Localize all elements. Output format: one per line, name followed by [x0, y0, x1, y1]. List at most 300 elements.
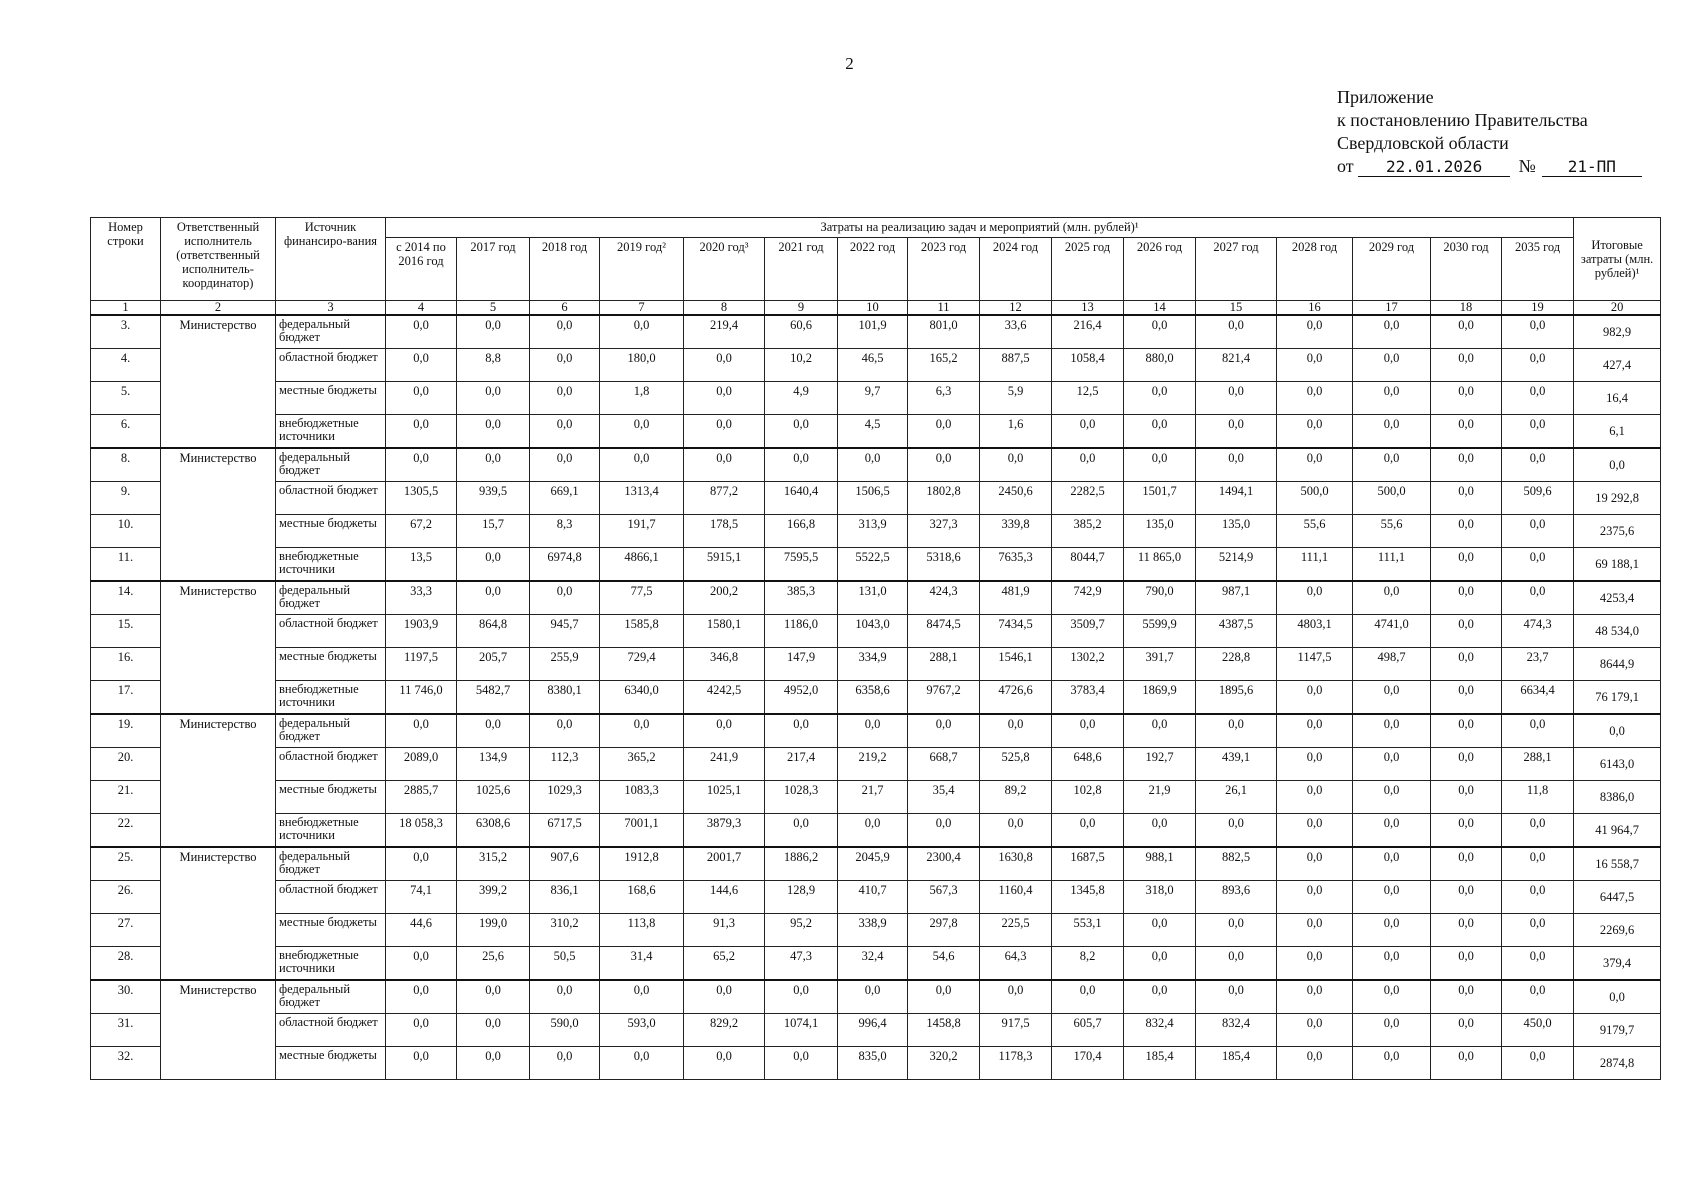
value-cell: 1186,0 [765, 615, 838, 648]
value-cell: 0,0 [1124, 448, 1196, 482]
row-number-cell: 28. [91, 947, 161, 981]
value-cell: 1029,3 [530, 781, 600, 814]
value-cell: 180,0 [600, 349, 684, 382]
value-cell: 1506,5 [838, 482, 908, 515]
value-cell: 228,8 [1196, 648, 1277, 681]
value-cell: 590,0 [530, 1014, 600, 1047]
header-year: 2021 год [765, 238, 838, 301]
value-cell: 170,4 [1052, 1047, 1124, 1080]
value-cell: 5214,9 [1196, 548, 1277, 582]
value-cell: 0,0 [1502, 548, 1574, 582]
value-cell: 44,6 [386, 914, 457, 947]
value-cell: 0,0 [765, 1047, 838, 1080]
value-cell: 102,8 [1052, 781, 1124, 814]
value-cell: 0,0 [1353, 814, 1431, 848]
value-cell: 0,0 [908, 980, 980, 1014]
value-cell: 829,2 [684, 1014, 765, 1047]
executor-cell: Министерство [161, 847, 276, 980]
value-cell: 46,5 [838, 349, 908, 382]
value-cell: 219,2 [838, 748, 908, 781]
value-cell: 0,0 [1277, 1047, 1353, 1080]
value-cell: 0,0 [684, 349, 765, 382]
value-cell: 668,7 [908, 748, 980, 781]
value-cell: 0,0 [1277, 415, 1353, 449]
value-cell: 3509,7 [1052, 615, 1124, 648]
value-cell: 55,6 [1277, 515, 1353, 548]
value-cell: 0,0 [1502, 914, 1574, 947]
value-cell: 4726,6 [980, 681, 1052, 715]
value-cell: 0,0 [1353, 1014, 1431, 1047]
value-cell: 0,0 [1277, 581, 1353, 615]
source-cell: внебюджетные источники [276, 548, 386, 582]
appendix-date-line [1337, 155, 1642, 178]
header-source: Источник финансиро-вания [276, 218, 386, 301]
value-cell: 790,0 [1124, 581, 1196, 615]
value-cell: 313,9 [838, 515, 908, 548]
executor-cell: Министерство [161, 714, 276, 847]
value-cell: 2885,7 [386, 781, 457, 814]
value-cell: 1074,1 [765, 1014, 838, 1047]
table-row [91, 448, 1661, 482]
source-cell: местные бюджеты [276, 515, 386, 548]
value-cell: 939,5 [457, 482, 530, 515]
column-number: 13 [1052, 301, 1124, 316]
value-cell: 26,1 [1196, 781, 1277, 814]
value-cell: 0,0 [457, 980, 530, 1014]
column-number: 18 [1431, 301, 1502, 316]
value-cell: 200,2 [684, 581, 765, 615]
value-cell: 0,0 [1052, 980, 1124, 1014]
total-cell: 0,0 [1574, 714, 1661, 748]
header-row-number: Номер строки [91, 218, 161, 301]
value-cell: 9767,2 [908, 681, 980, 715]
value-cell: 450,0 [1502, 1014, 1574, 1047]
total-cell: 0,0 [1574, 448, 1661, 482]
value-cell: 0,0 [1502, 349, 1574, 382]
value-cell: 0,0 [908, 448, 980, 482]
value-cell: 835,0 [838, 1047, 908, 1080]
value-cell: 893,6 [1196, 881, 1277, 914]
value-cell: 0,0 [765, 448, 838, 482]
value-cell: 880,0 [1124, 349, 1196, 382]
total-cell: 19 292,8 [1574, 482, 1661, 515]
value-cell: 1903,9 [386, 615, 457, 648]
decree-date: 22.01.2026 [1358, 158, 1510, 177]
value-cell: 0,0 [1431, 448, 1502, 482]
value-cell: 23,7 [1502, 648, 1574, 681]
table-row [91, 548, 1661, 582]
value-cell: 0,0 [1431, 415, 1502, 449]
value-cell: 1313,4 [600, 482, 684, 515]
value-cell: 0,0 [1196, 415, 1277, 449]
value-cell: 0,0 [1502, 382, 1574, 415]
value-cell: 21,7 [838, 781, 908, 814]
date-prefix: от [1337, 156, 1354, 176]
row-number-cell: 26. [91, 881, 161, 914]
header-year: 2019 год² [600, 238, 684, 301]
value-cell: 0,0 [684, 980, 765, 1014]
header-year: 2022 год [838, 238, 908, 301]
value-cell: 1305,5 [386, 482, 457, 515]
total-cell: 9179,7 [1574, 1014, 1661, 1047]
total-cell: 6,1 [1574, 415, 1661, 449]
value-cell: 0,0 [1353, 681, 1431, 715]
value-cell: 648,6 [1052, 748, 1124, 781]
value-cell: 1,6 [980, 415, 1052, 449]
row-number-cell: 16. [91, 648, 161, 681]
value-cell: 192,7 [1124, 748, 1196, 781]
header-costs: Затраты на реализацию задач и мероприятий (млн. рублей)¹ [386, 218, 1574, 238]
value-cell: 77,5 [600, 581, 684, 615]
value-cell: 95,2 [765, 914, 838, 947]
value-cell: 0,0 [1431, 615, 1502, 648]
value-cell: 8,8 [457, 349, 530, 382]
value-cell: 0,0 [1124, 980, 1196, 1014]
value-cell: 0,0 [1124, 814, 1196, 848]
value-cell: 0,0 [530, 714, 600, 748]
value-cell: 0,0 [1431, 947, 1502, 981]
value-cell: 0,0 [1353, 1047, 1431, 1080]
source-cell: областной бюджет [276, 482, 386, 515]
header-year: 2027 год [1196, 238, 1277, 301]
value-cell: 0,0 [386, 1014, 457, 1047]
value-cell: 0,0 [1502, 315, 1574, 349]
row-number-cell: 22. [91, 814, 161, 848]
row-number-cell: 8. [91, 448, 161, 482]
value-cell: 0,0 [1431, 814, 1502, 848]
header-year: 2023 год [908, 238, 980, 301]
value-cell: 0,0 [1196, 980, 1277, 1014]
value-cell: 0,0 [1353, 980, 1431, 1014]
value-cell: 0,0 [1353, 947, 1431, 981]
total-cell: 8386,0 [1574, 781, 1661, 814]
row-number-cell: 3. [91, 315, 161, 349]
value-cell: 0,0 [1502, 881, 1574, 914]
value-cell: 31,4 [600, 947, 684, 981]
total-cell: 6447,5 [1574, 881, 1661, 914]
value-cell: 54,6 [908, 947, 980, 981]
value-cell: 135,0 [1124, 515, 1196, 548]
table-row [91, 681, 1661, 715]
source-cell: внебюджетные источники [276, 947, 386, 981]
value-cell: 0,0 [386, 448, 457, 482]
value-cell: 1895,6 [1196, 681, 1277, 715]
column-number: 1 [91, 301, 161, 316]
value-cell: 0,0 [1124, 714, 1196, 748]
value-cell: 134,9 [457, 748, 530, 781]
value-cell: 0,0 [386, 315, 457, 349]
row-number-cell: 25. [91, 847, 161, 881]
value-cell: 0,0 [838, 448, 908, 482]
value-cell: 205,7 [457, 648, 530, 681]
value-cell: 241,9 [684, 748, 765, 781]
executor-cell: Министерство [161, 980, 276, 1080]
value-cell: 219,4 [684, 315, 765, 349]
value-cell: 567,3 [908, 881, 980, 914]
value-cell: 9,7 [838, 382, 908, 415]
value-cell: 0,0 [457, 415, 530, 449]
column-number: 9 [765, 301, 838, 316]
number-sign: № [1518, 156, 1536, 176]
value-cell: 0,0 [1502, 947, 1574, 981]
table-row [91, 515, 1661, 548]
value-cell: 11 746,0 [386, 681, 457, 715]
value-cell: 0,0 [1431, 648, 1502, 681]
column-numbers-row [91, 301, 1661, 316]
value-cell: 35,4 [908, 781, 980, 814]
value-cell: 399,2 [457, 881, 530, 914]
value-cell: 0,0 [1502, 847, 1574, 881]
row-number-cell: 14. [91, 581, 161, 615]
row-number-cell: 4. [91, 349, 161, 382]
header-year: 2024 год [980, 238, 1052, 301]
column-number: 5 [457, 301, 530, 316]
value-cell: 1494,1 [1196, 482, 1277, 515]
value-cell: 18 058,3 [386, 814, 457, 848]
value-cell: 0,0 [1431, 515, 1502, 548]
column-number: 7 [600, 301, 684, 316]
value-cell: 6,3 [908, 382, 980, 415]
value-cell: 65,2 [684, 947, 765, 981]
header-year: 2020 год³ [684, 238, 765, 301]
header-year: 2035 год [1502, 238, 1574, 301]
value-cell: 128,9 [765, 881, 838, 914]
value-cell: 0,0 [1052, 814, 1124, 848]
row-number-cell: 20. [91, 748, 161, 781]
value-cell: 0,0 [1196, 947, 1277, 981]
table-row [91, 781, 1661, 814]
value-cell: 1630,8 [980, 847, 1052, 881]
value-cell: 4,9 [765, 382, 838, 415]
value-cell: 8,2 [1052, 947, 1124, 981]
value-cell: 0,0 [600, 448, 684, 482]
value-cell: 0,0 [1196, 814, 1277, 848]
table-row [91, 714, 1661, 748]
value-cell: 111,1 [1277, 548, 1353, 582]
value-cell: 0,0 [1431, 548, 1502, 582]
table-row [91, 349, 1661, 382]
value-cell: 4741,0 [1353, 615, 1431, 648]
value-cell: 0,0 [530, 1047, 600, 1080]
value-cell: 6340,0 [600, 681, 684, 715]
header-year: 2026 год [1124, 238, 1196, 301]
decree-number: 21-ПП [1542, 158, 1642, 177]
total-cell: 76 179,1 [1574, 681, 1661, 715]
value-cell: 166,8 [765, 515, 838, 548]
value-cell: 50,5 [530, 947, 600, 981]
value-cell: 0,0 [1502, 581, 1574, 615]
executor-cell: Министерство [161, 581, 276, 714]
row-number-cell: 17. [91, 681, 161, 715]
table-row [91, 980, 1661, 1014]
source-cell: областной бюджет [276, 615, 386, 648]
value-cell: 185,4 [1124, 1047, 1196, 1080]
total-cell: 0,0 [1574, 980, 1661, 1014]
value-cell: 0,0 [1124, 315, 1196, 349]
value-cell: 0,0 [530, 382, 600, 415]
value-cell: 877,2 [684, 482, 765, 515]
value-cell: 0,0 [1124, 947, 1196, 981]
value-cell: 0,0 [1502, 515, 1574, 548]
value-cell: 64,3 [980, 947, 1052, 981]
value-cell: 1028,3 [765, 781, 838, 814]
table-row [91, 315, 1661, 349]
total-cell: 2375,6 [1574, 515, 1661, 548]
value-cell: 131,0 [838, 581, 908, 615]
value-cell: 0,0 [1431, 581, 1502, 615]
value-cell: 2300,4 [908, 847, 980, 881]
value-cell: 1640,4 [765, 482, 838, 515]
value-cell: 0,0 [457, 315, 530, 349]
value-cell: 0,0 [1502, 714, 1574, 748]
value-cell: 101,9 [838, 315, 908, 349]
value-cell: 987,1 [1196, 581, 1277, 615]
value-cell: 864,8 [457, 615, 530, 648]
value-cell: 0,0 [1196, 914, 1277, 947]
value-cell: 500,0 [1277, 482, 1353, 515]
value-cell: 1458,8 [908, 1014, 980, 1047]
value-cell: 288,1 [908, 648, 980, 681]
value-cell: 669,1 [530, 482, 600, 515]
value-cell: 4952,0 [765, 681, 838, 715]
value-cell: 6308,6 [457, 814, 530, 848]
table-row [91, 1014, 1661, 1047]
value-cell: 509,6 [1502, 482, 1574, 515]
value-cell: 1025,1 [684, 781, 765, 814]
value-cell: 0,0 [1277, 881, 1353, 914]
value-cell: 7434,5 [980, 615, 1052, 648]
value-cell: 0,0 [1502, 1047, 1574, 1080]
value-cell: 0,0 [1431, 748, 1502, 781]
row-number-cell: 31. [91, 1014, 161, 1047]
value-cell: 7595,5 [765, 548, 838, 582]
value-cell: 168,6 [600, 881, 684, 914]
total-cell: 41 964,7 [1574, 814, 1661, 848]
value-cell: 882,5 [1196, 847, 1277, 881]
value-cell: 0,0 [1277, 914, 1353, 947]
value-cell: 1302,2 [1052, 648, 1124, 681]
value-cell: 0,0 [1431, 681, 1502, 715]
value-cell: 0,0 [980, 980, 1052, 1014]
value-cell: 5522,5 [838, 548, 908, 582]
value-cell: 0,0 [1124, 415, 1196, 449]
column-number: 8 [684, 301, 765, 316]
value-cell: 0,0 [1277, 947, 1353, 981]
source-cell: внебюджетные источники [276, 681, 386, 715]
source-cell: федеральный бюджет [276, 980, 386, 1014]
value-cell: 498,7 [1353, 648, 1431, 681]
value-cell: 339,8 [980, 515, 1052, 548]
value-cell: 729,4 [600, 648, 684, 681]
value-cell: 0,0 [765, 714, 838, 748]
value-cell: 0,0 [1277, 847, 1353, 881]
column-number: 6 [530, 301, 600, 316]
value-cell: 6717,5 [530, 814, 600, 848]
value-cell: 0,0 [1277, 781, 1353, 814]
value-cell: 8474,5 [908, 615, 980, 648]
source-cell: областной бюджет [276, 748, 386, 781]
column-number: 2 [161, 301, 276, 316]
value-cell: 0,0 [1353, 781, 1431, 814]
value-cell: 988,1 [1124, 847, 1196, 881]
value-cell: 0,0 [1431, 980, 1502, 1014]
value-cell: 0,0 [1431, 382, 1502, 415]
value-cell: 553,1 [1052, 914, 1124, 947]
total-cell: 982,9 [1574, 315, 1661, 349]
value-cell: 1912,8 [600, 847, 684, 881]
value-cell: 0,0 [1196, 382, 1277, 415]
value-cell: 3879,3 [684, 814, 765, 848]
value-cell: 2450,6 [980, 482, 1052, 515]
value-cell: 0,0 [765, 814, 838, 848]
column-number: 16 [1277, 301, 1353, 316]
value-cell: 1025,6 [457, 781, 530, 814]
header-year: 2018 год [530, 238, 600, 301]
value-cell: 945,7 [530, 615, 600, 648]
total-cell: 69 188,1 [1574, 548, 1661, 582]
value-cell: 67,2 [386, 515, 457, 548]
value-cell: 0,0 [684, 714, 765, 748]
value-cell: 0,0 [1277, 980, 1353, 1014]
value-cell: 0,0 [1353, 881, 1431, 914]
value-cell: 255,9 [530, 648, 600, 681]
value-cell: 144,6 [684, 881, 765, 914]
value-cell: 1083,3 [600, 781, 684, 814]
value-cell: 1546,1 [980, 648, 1052, 681]
value-cell: 8,3 [530, 515, 600, 548]
executor-cell: Министерство [161, 448, 276, 581]
total-cell: 16 558,7 [1574, 847, 1661, 881]
source-cell: федеральный бюджет [276, 581, 386, 615]
value-cell: 385,3 [765, 581, 838, 615]
value-cell: 1147,5 [1277, 648, 1353, 681]
value-cell: 917,5 [980, 1014, 1052, 1047]
table-row [91, 1047, 1661, 1080]
value-cell: 0,0 [684, 448, 765, 482]
value-cell: 0,0 [600, 315, 684, 349]
value-cell: 0,0 [980, 814, 1052, 848]
value-cell: 801,0 [908, 315, 980, 349]
value-cell: 0,0 [1431, 482, 1502, 515]
value-cell: 216,4 [1052, 315, 1124, 349]
value-cell: 0,0 [1353, 581, 1431, 615]
value-cell: 2089,0 [386, 748, 457, 781]
value-cell: 191,7 [600, 515, 684, 548]
value-cell: 21,9 [1124, 781, 1196, 814]
value-cell: 0,0 [1431, 1047, 1502, 1080]
value-cell: 55,6 [1353, 515, 1431, 548]
value-cell: 996,4 [838, 1014, 908, 1047]
value-cell: 199,0 [457, 914, 530, 947]
value-cell: 365,2 [600, 748, 684, 781]
financing-table-wrapper [90, 217, 1660, 1080]
value-cell: 525,8 [980, 748, 1052, 781]
value-cell: 0,0 [457, 382, 530, 415]
source-cell: федеральный бюджет [276, 448, 386, 482]
header-executor: Ответственный исполнитель (ответственный исполнитель-координатор) [161, 218, 276, 301]
value-cell: 11 865,0 [1124, 548, 1196, 582]
value-cell: 288,1 [1502, 748, 1574, 781]
value-cell: 0,0 [530, 349, 600, 382]
executor-cell: Министерство [161, 315, 276, 448]
value-cell: 6634,4 [1502, 681, 1574, 715]
source-cell: местные бюджеты [276, 648, 386, 681]
value-cell: 0,0 [1052, 415, 1124, 449]
value-cell: 0,0 [1431, 315, 1502, 349]
value-cell: 1585,8 [600, 615, 684, 648]
value-cell: 13,5 [386, 548, 457, 582]
value-cell: 0,0 [530, 415, 600, 449]
